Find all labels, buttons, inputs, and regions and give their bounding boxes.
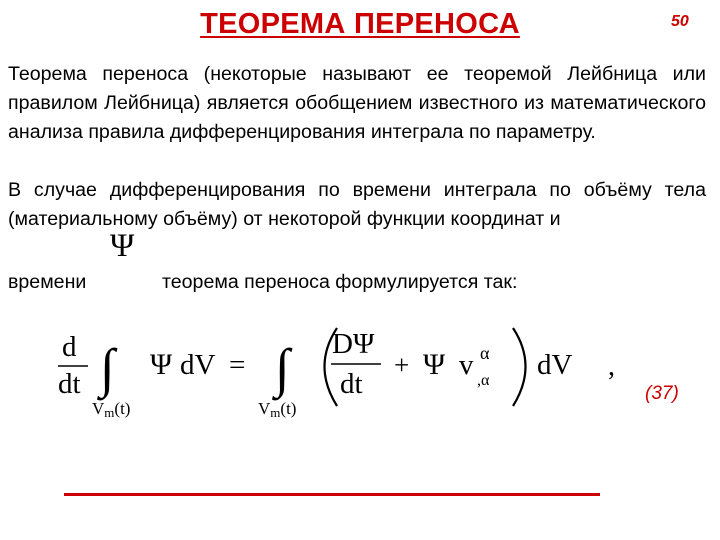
formula-plus: + xyxy=(394,350,410,380)
formula-alpha-subscript: ,α xyxy=(477,372,490,389)
equation-number: (37) xyxy=(645,383,679,404)
text-formulation-lead: теорема переноса формулируется так: xyxy=(162,271,518,293)
formula-dt-denominator: dt xyxy=(340,368,363,400)
formula-d: d xyxy=(62,331,77,363)
formula-psi-right: Ψ xyxy=(423,348,446,381)
formula-limit-right: Vm(t) xyxy=(258,399,297,420)
slide-title: ТЕОРЕМА ПЕРЕНОСА xyxy=(200,8,520,40)
paragraph-intro: Теорема переноса (некоторые называют ее теоремой Лейбница или правилом Лейбница) является обобщением известного из математического анализа правила дифференцирования интеграла по параметру. xyxy=(8,63,706,143)
decorative-divider xyxy=(64,493,600,496)
formula-integral-right: ∫ xyxy=(275,338,290,398)
formula-psi-left: Ψ xyxy=(150,348,173,381)
paragraph-context: В случае дифференцирования по времени интеграла по объёму тела (материальному объёму) от некоторой функции координат и xyxy=(8,179,706,230)
formula-dv-right: dV xyxy=(537,349,573,381)
formula-equals: = xyxy=(229,349,246,381)
formula-right-paren xyxy=(513,328,526,406)
formula-velocity: v xyxy=(459,349,474,381)
formula-integral-left: ∫ xyxy=(100,338,115,398)
formula-limit-left: Vm(t) xyxy=(92,399,131,420)
page-number: 50 xyxy=(671,13,689,30)
formula-dt: dt xyxy=(58,368,81,400)
formula-dv-left: dV xyxy=(180,349,216,381)
formula-trailing-comma: , xyxy=(608,351,615,382)
formula-material-derivative-numerator: DΨ xyxy=(332,328,375,360)
psi-function-symbol: Ψ xyxy=(110,228,135,264)
text-time-word: времени xyxy=(8,271,87,293)
formula-alpha-superscript: α xyxy=(480,343,490,363)
